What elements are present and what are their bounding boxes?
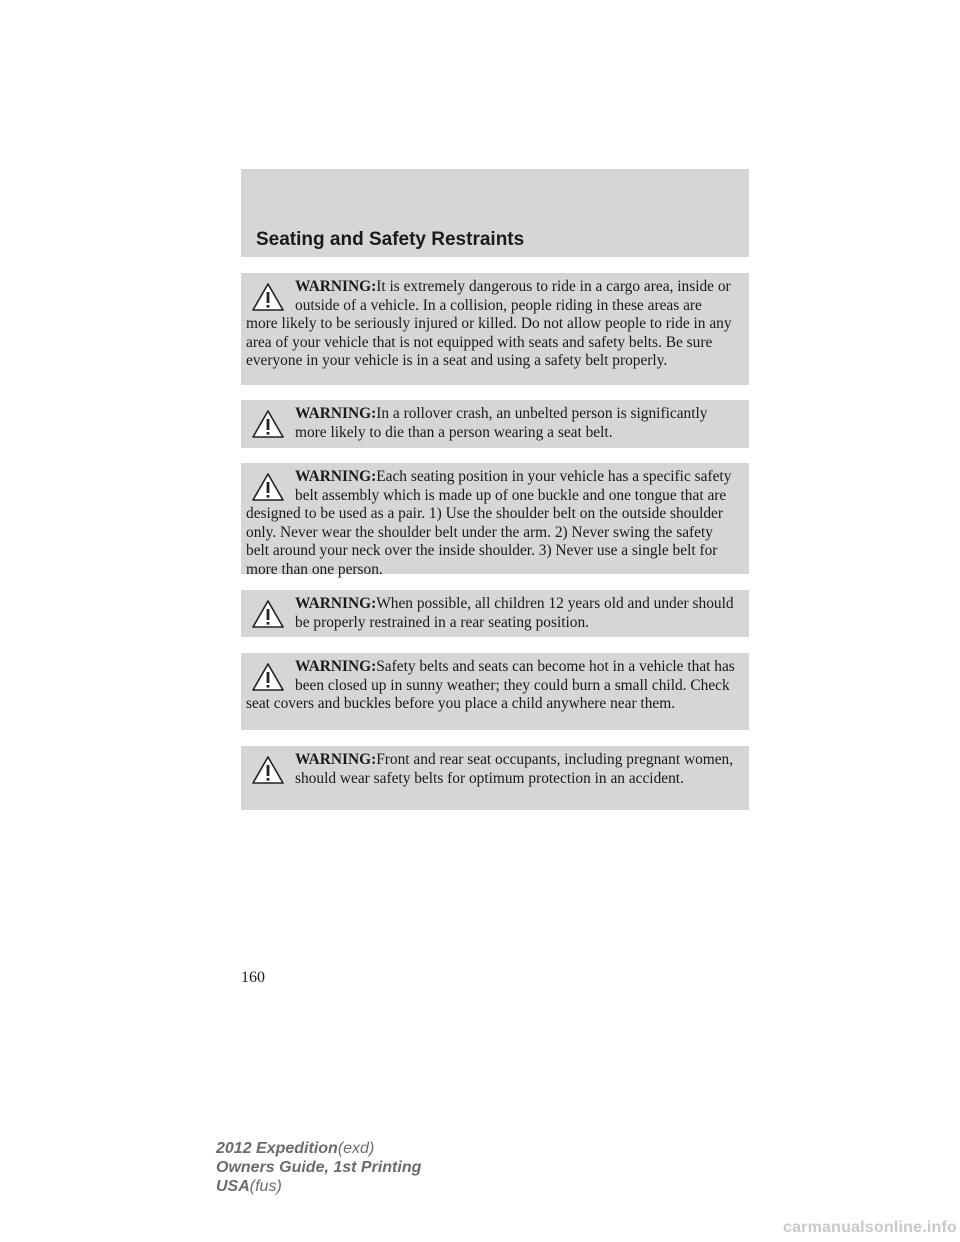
warning-triangle-icon (251, 662, 285, 692)
warning-text: When possible, all children 12 years old and under should be properly restrained in a rear seating position. (295, 595, 734, 631)
warning-label: WARNING: (295, 658, 377, 675)
warning-box (241, 590, 749, 637)
warning-triangle-icon (251, 472, 285, 502)
warning-text: Front and rear seat occupants, including pregnant women, should wear safety belts for optimum protection in an accident. (295, 751, 734, 787)
warning-box (241, 653, 749, 730)
document-footer (216, 1139, 421, 1196)
footer-model-line (216, 1139, 421, 1158)
footer-market: USA (216, 1178, 250, 1195)
footer-model-code: (exd) (337, 1140, 375, 1157)
warning-label: WARNING: (295, 751, 377, 768)
warning-text: Each seating position in your vehicle has a specific safety belt assembly which is made up of one buckle and one tongue that are designed to be used as a pair. 1) Use the shoulder belt on the outside shoulder only. Never wear the shoulder belt under the arm. 2) Never swing the safety belt around your neck over the inside shoulder. 3) Never use a single belt for more than one person. (246, 468, 732, 578)
footer-model: 2012 Expedition (216, 1140, 338, 1157)
page-number: 160 (241, 969, 265, 986)
footer-market-code: (fus) (249, 1178, 282, 1195)
warning-label: WARNING: (295, 468, 377, 485)
warning-label: WARNING: (295, 405, 377, 422)
section-title: Seating and Safety Restraints (256, 229, 525, 250)
warning-label: WARNING: (295, 278, 377, 295)
footer-printing: Owners Guide, 1st Printing (216, 1159, 422, 1176)
warning-box (241, 273, 749, 385)
warning-triangle-icon (251, 755, 285, 785)
warning-triangle-icon (251, 409, 285, 439)
footer-market-line (216, 1177, 421, 1196)
warning-text: It is extremely dangerous to ride in a cargo area, inside or outside of a vehicle. In a collision, people riding in these areas are more likely to be seriously injured or killed. Do not allow people to ride in any area of your vehicle that is not equipped with seats and safety belts. Be sure everyone in your vehicle is in a seat and using a safety belt properly. (246, 278, 732, 370)
warning-text: Safety belts and seats can become hot in a vehicle that has been closed up in sunny weather; they could burn a small child. Check seat covers and buckles before you place a child anywhere near them. (246, 658, 735, 713)
warning-triangle-icon (251, 599, 285, 629)
warning-box (241, 463, 749, 578)
warning-box (241, 400, 749, 448)
watermark: carmanualsonline.info (782, 1219, 957, 1236)
warning-label: WARNING: (295, 595, 377, 612)
warning-box (241, 746, 749, 810)
warning-triangle-icon (251, 282, 285, 312)
warning-text: In a rollover crash, an unbelted person is significantly more likely to die than a person wearing a seat belt. (295, 405, 708, 441)
section-header (241, 169, 749, 257)
